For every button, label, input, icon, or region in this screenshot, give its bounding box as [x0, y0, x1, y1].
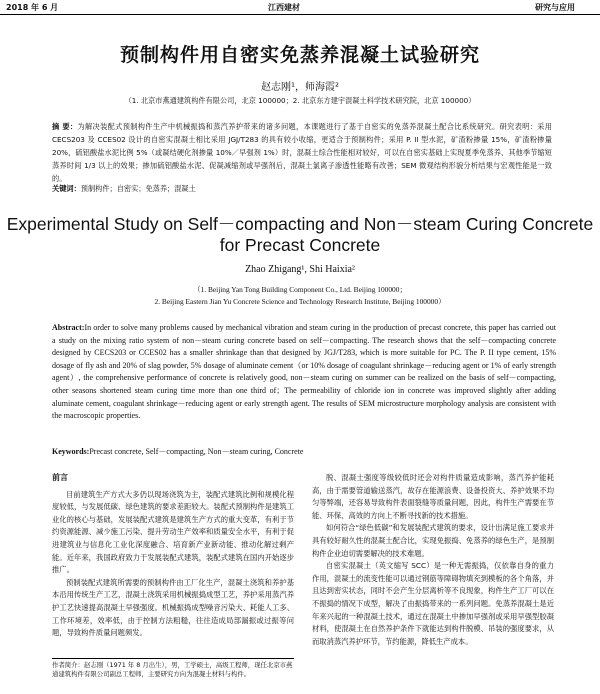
header-column: 研究与应用 [535, 3, 575, 12]
english-keywords [52, 446, 556, 457]
right-paragraph-1: 脱、混凝土强度等级较低时还会对构件质量造成影响，蒸汽养护能耗高，由于需要管道输送蒸汽，故存在能源浪费、设备投资大、养护效果不均匀等弊端，还容易导致构件表面裂缝等质量问题，因此，构件生产需要在节能、环保、高效的方向上不断寻找新的技术措施。 [312, 473, 554, 520]
header-journal: 江西建材 [268, 3, 300, 12]
chinese-keywords [52, 184, 552, 194]
running-header [0, 0, 600, 15]
chinese-authors: 赵志刚¹，师海霞² [260, 82, 340, 93]
english-authors: Zhao Zhigang¹, Shi Haixia² [245, 264, 355, 275]
left-column [52, 472, 294, 656]
english-affiliation-1: （1. Beijing Yan Tong Building Component Co., Ltd. Beijing 100000； [193, 285, 407, 294]
section-heading: 前言 [52, 473, 68, 482]
right-paragraph-3: 自密实混凝土（英文缩写 SCC）是一种无需振捣，仅依靠自身的重力作用，混凝土的流变性能可以通过钢筋等障碍物填充到模板的各个角落，并且达到密实状态，同时不会产生分层离析等不良现象，构件生产工厂可以在不振捣的情况下成型，解决了由振捣带来的一系列问题。免蒸养混凝土是近年来兴起的一种混凝土技术，通过在混凝土中掺加早强剂或采用早强型胶凝材料，使混凝土在自然养护条件下就能达到构件脱模、吊装的强度要求，从而取消蒸汽养护环节，节约能源，降低生产成本。 [312, 561, 554, 646]
left-paragraph-2: 预制装配式建筑所需要的预制构件由工厂化生产，混凝土浇筑和养护基本沿用传统生产工艺，混凝土浇筑采用机械振捣成型工艺，养护采用蒸汽养护工艺快速提高混凝土早强强度。机械振捣成型噪音污染大、耗能人工多、工作环境差，效率低，由于控制方法粗糙，往往造成局部漏振或过振等问题，导致构件质量问题频发。 [52, 577, 294, 638]
english-abstract-text: In order to solve many problems caused by mechanical vibration and steam curing in the production of precast concrete, this paper has carried out a study on the mixing ratio system of non－steam curing concrete based on self－compacting. The research shows that the self－compacting concrete designed by CECS203 or CCES02 has a smaller shrinkage than that designed by JGJ/T283, which is more suitable for PC. The P. II type cement, 15% dosage of fly ash and 20% of slag powder, 5% dosage of aluminate cement（or 10% dosage of coagulant shrinkage－reducing agent or 1% of early strength agent）, the comprehensive performance of concrete is relatively good, non－steam curing on summer can be realized on the basis of self－compacting, other seasons shortened steam curing time more than one third of；The permeability of chloride ion in concrete was improved slightly after adding aluminate cement, coagulant shrinkage－reducing agent or early strength agent. The results of SEM microstructure morphology analysis are consistent with the macroscopic properties. [52, 323, 556, 421]
english-abstract-label: Abstract: [52, 323, 85, 332]
chinese-affiliations: （1. 北京市燕通建筑构件有限公司，北京 100000；2. 北京东方建宇混凝土科学技术研究院，北京 100000） [124, 96, 476, 105]
left-paragraph-1: 目前建筑生产方式大多仍以现场浇筑为主，装配式建筑比例和规模化程度较低，与发展低碳、绿色建筑的要求差距较大。装配式预制构件是建筑工业化的核心与基础，发展装配式建筑是建筑生产方式的重大变革，有利于节约资源能源、减少施工污染、提升劳动生产效率和质量安全水平，有利于促进建筑业与信息化工业化深度融合、培育新产业新动能、推动化解过剩产能。近年来，我国政府致力于发展装配式建筑，装配式建筑在国内开始逐步推广。 [52, 489, 294, 575]
chinese-abstract-text: 为解决装配式预制构件生产中机械振捣和蒸汽养护带来的诸多问题，本课题进行了基于自密实的免蒸养混凝土配合比系统研究。研究表明：采用 CECS203 及 CCES02 设计的自密实混凝土相比采用 JGJ/T283 的具有较小收缩，更适合于预制构件；采用 P. II 型水泥，矿渣粉掺量 15%，矿渣粉掺量 20%，硫铝酸盐水泥比例 5%（或凝结硬化剂掺量 10%／早强剂 1%）时，混凝土综合性能相对较好，可以在自密实基础上实现夏季免蒸养、其他季节缩短蒸养时间 1/3 以上的效果；掺加硫铝酸盐水泥、促凝减缩剂或早强剂后，混凝土氯离子渗透性能略有改善；SEM 微观结构形貌分析结果与宏观性能是一致的。 [52, 122, 552, 183]
chinese-abstract [52, 120, 552, 185]
english-title: Experimental Study on Self－compacting and Non－steam Curing Concrete for Precast Concrete [6, 214, 594, 255]
english-keywords-text: Precast concrete, Self－compacting, Non－steam curing, Concrete [89, 447, 304, 456]
english-abstract [52, 322, 556, 423]
english-keywords-label: Keywords: [52, 447, 90, 456]
chinese-keywords-label: 关键词： [52, 184, 81, 193]
chinese-keywords-text: 预制构件；自密实；免蒸养；混凝土 [80, 184, 196, 193]
right-column [312, 472, 554, 690]
author-footnote: 作者简介：赵志刚（1971 年 8 月出生），男，工学硕士，高级工程师，现任北京市燕通建筑构件有限公司副总工程师，主要研究方向为混凝土材料与构件。 [52, 658, 294, 694]
chinese-title: 预制构件用自密实免蒸养混凝土试验研究 [119, 44, 480, 66]
header-date: 2018 年 6 月 [6, 3, 59, 12]
english-affiliation-2: 2. Beijing Eastern Jian Yu Concrete Science and Technology Research Institute, Beijing 100000） [154, 297, 446, 306]
right-paragraph-2: 如何符合“绿色低碳”和发展装配式建筑的要求，设计出满足施工要求并具有较好耐久性的混凝土配合比，实现免振捣、免蒸养的绿色生产，是预制构件企业迫切需要解决的技术难题。 [312, 523, 554, 558]
chinese-abstract-label: 摘 要： [52, 122, 78, 131]
